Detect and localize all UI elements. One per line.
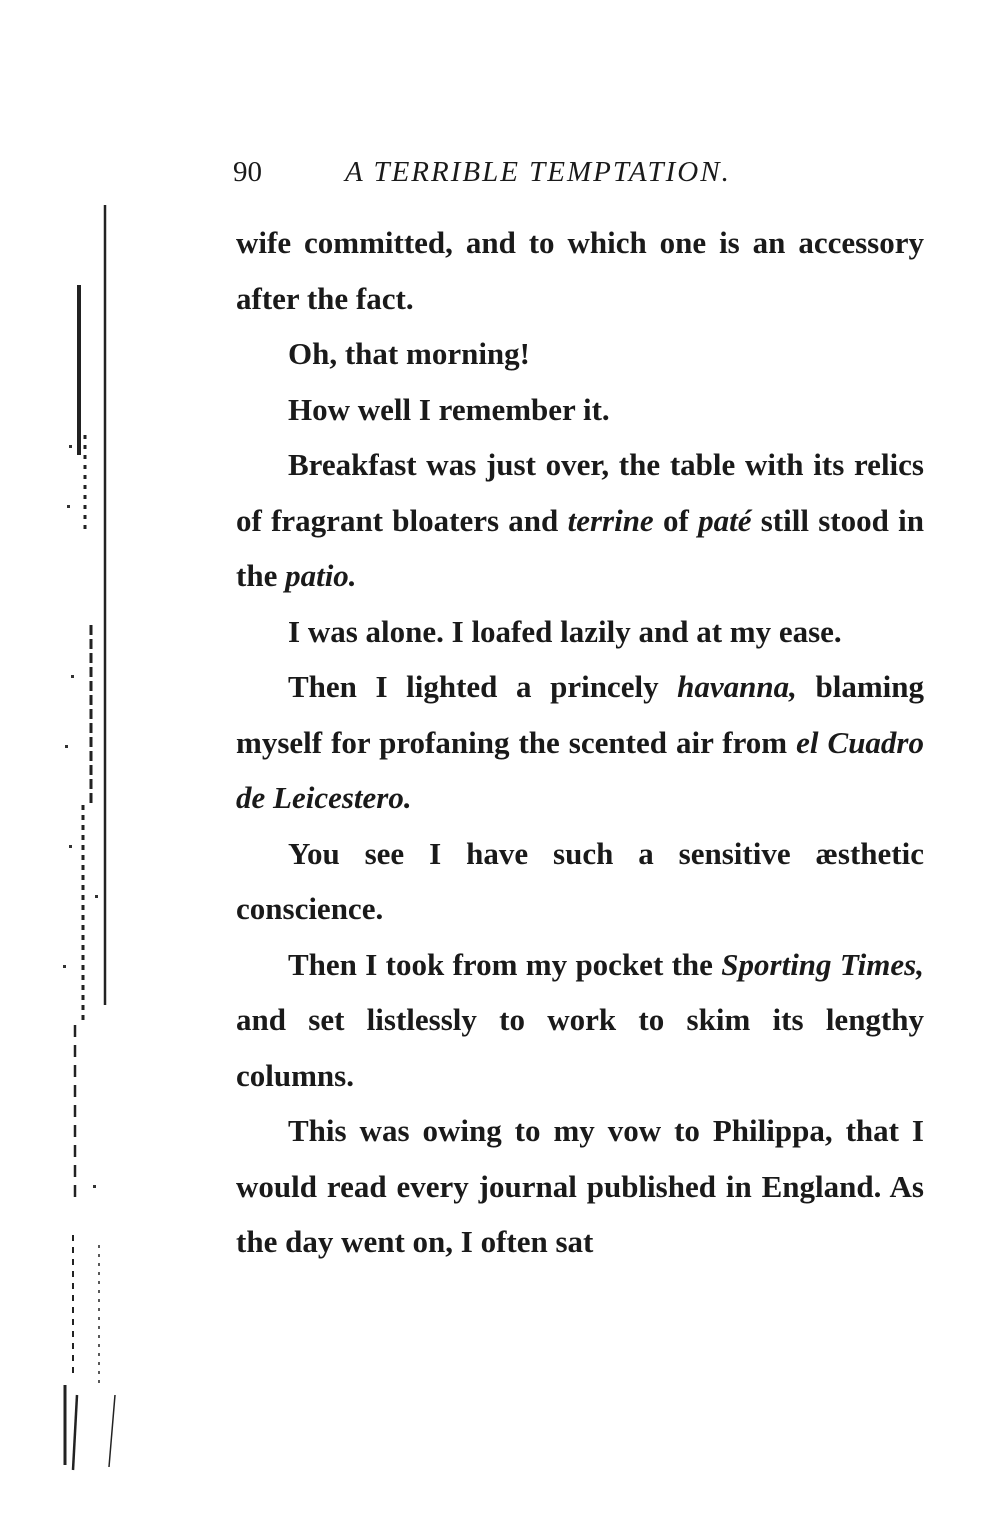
paragraph: This was owing to my vow to Philippa, that I would read every journal published in England. As the day went on, I often sat xyxy=(236,1113,924,1259)
text-run: Then I lighted a princely xyxy=(288,669,678,704)
running-head xyxy=(233,148,933,196)
paragraph: wife committed, and to which one is an accessory after the fact. xyxy=(236,225,924,316)
italic-text-run: havanna, xyxy=(677,669,797,704)
paragraph xyxy=(236,659,924,826)
text-run: Then I took from my pocket the xyxy=(288,946,722,982)
binding-edge-artifact xyxy=(55,205,125,1475)
italic-text-run: terrine xyxy=(567,502,654,538)
text-run: and set listlessly to work to skim its lengthy columns. xyxy=(236,1002,924,1093)
body-text xyxy=(236,215,924,1270)
italic-text-run: paté xyxy=(698,502,752,538)
paragraph: How well I remember it. xyxy=(288,391,610,427)
paragraph xyxy=(236,937,924,1104)
italic-text-run: patio. xyxy=(285,558,357,593)
running-title: A TERRIBLE TEMPTATION. xyxy=(345,156,731,188)
text-run: of xyxy=(653,502,699,538)
italic-text-run: Sporting Times, xyxy=(721,946,924,982)
text-run: Breakfast was just over, the table with its relics of fragrant bloaters and xyxy=(236,447,924,538)
paragraph: I was alone. I loafed lazily and at my ease. xyxy=(288,613,842,649)
text-run: blaming myself for profaning the scented air from xyxy=(236,669,924,760)
paragraph: You see I have such a sensitive æsthetic conscience. xyxy=(236,835,924,926)
text-run: still stood in the xyxy=(236,502,924,593)
page-number: 90 xyxy=(233,156,262,188)
paragraph: Oh, that morning! xyxy=(288,336,530,371)
italic-text-run: el Cuadro de Leicestero. xyxy=(236,724,924,815)
paragraph xyxy=(236,437,924,604)
